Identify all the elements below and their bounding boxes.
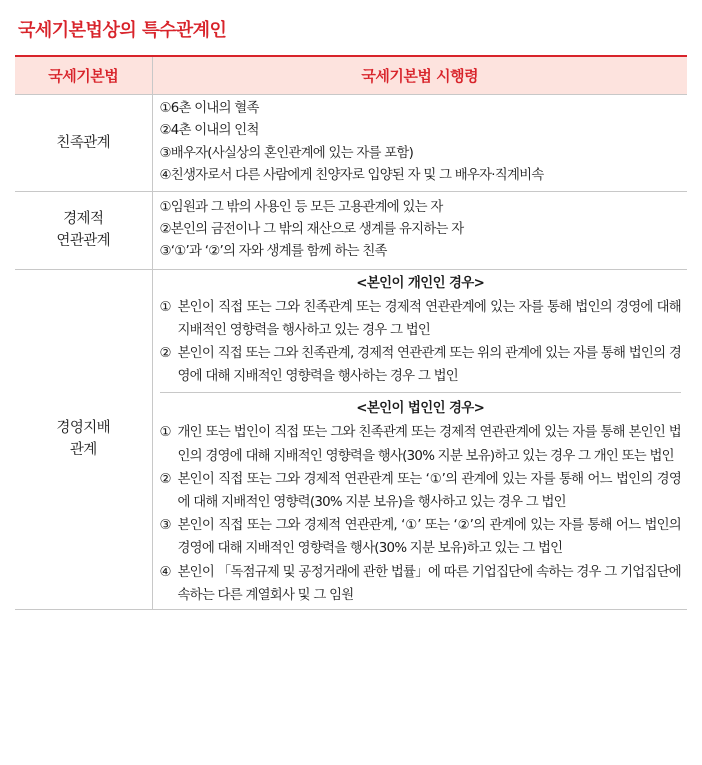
economic-items <box>152 191 687 269</box>
list-item <box>160 296 682 342</box>
item-number: ② <box>159 471 171 487</box>
list-item: ④친생자로서 다른 사람에게 친양자로 입양된 자 및 그 배우자·직계비속 <box>159 168 544 184</box>
list-item: ②본인의 금전이나 그 밖의 재산으로 생계를 유지하는 자 <box>159 221 464 237</box>
category-label-line1: 경영지배 <box>56 420 111 437</box>
header-enforcement-decree: 국세기본법 시행령 <box>152 56 687 95</box>
list-item <box>160 421 682 467</box>
category-label-line1: 경제적 <box>63 211 104 228</box>
table-row-kinship <box>15 95 687 192</box>
item-text: 본인이 직접 또는 그와 친족관계 또는 경제적 연관관계에 있는 자를 통해 법인의 경영에 대해 지배적인 영향력을 행사하고 있는 경우 그 법인 <box>177 299 681 338</box>
list-item <box>160 561 682 607</box>
item-text: 본인이 직접 또는 그와 경제적 연관관계, ‘①’ 또는 ‘②’의 관계에 있는 자를 통해 어느 법인의 경영에 대해 지배적인 영향력을 행사(30% 지분 보유)하고 있는 그 법인 <box>177 518 681 557</box>
list-item <box>160 468 682 514</box>
section-individual <box>160 272 682 394</box>
category-label: 친족관계 <box>56 134 111 151</box>
header-basic-act: 국세기본법 <box>15 56 152 95</box>
table-row-economic <box>15 191 687 269</box>
category-economic <box>15 191 152 269</box>
list-item: ③‘①’과 ‘②’의 자와 생계를 함께 하는 친족 <box>159 244 387 260</box>
item-text: 본인이 직접 또는 그와 경제적 연관관계 또는 ‘①’의 관계에 있는 자를 통해 어느 법인의 경영에 대해 지배적인 영향력(30% 지분 보유)을 행사하고 있는 경우 그 법인 <box>177 471 681 511</box>
list-item: ①임원과 그 밖의 사용인 등 모든 고용관계에 있는 자 <box>159 199 443 215</box>
category-kinship <box>15 95 152 192</box>
item-text: 개인 또는 법인이 직접 또는 그와 친족관계 또는 경제적 연관관계에 있는 자를 통해 본인인 법인의 경영에 대해 지배적인 영향력을 행사(30% 지분 보유)하고 있는 경우 그 개인 또는 법인 <box>177 425 681 464</box>
table-row-management-control <box>15 269 687 609</box>
category-label-line2: 관계 <box>69 442 97 459</box>
category-label-line2: 연관관계 <box>56 233 111 250</box>
item-text: 본인이 직접 또는 그와 친족관계, 경제적 연관관계 또는 위의 관계에 있는 자를 통해 법인의 경영에 대해 지배적인 영향력을 행사하는 경우 그 법인 <box>177 346 681 385</box>
section-heading: <본인이 법인인 경우> <box>356 401 485 417</box>
management-control-items <box>152 269 687 609</box>
section-heading: <본인이 개인인 경우> <box>356 275 485 291</box>
list-item: ①6촌 이내의 혈족 <box>159 101 259 116</box>
list-item <box>160 514 682 560</box>
special-relations-table <box>15 55 687 610</box>
table-header-row <box>15 56 687 95</box>
section-corporation <box>160 397 682 607</box>
category-management-control <box>15 269 152 609</box>
kinship-items <box>152 95 687 192</box>
item-number: ① <box>159 299 171 315</box>
item-number: ① <box>159 425 171 441</box>
item-number: ② <box>159 346 171 362</box>
list-item: ③배우자(사실상의 혼인관계에 있는 자를 포함) <box>159 145 414 161</box>
page-title: 국세기본법상의 특수관계인 <box>18 20 227 41</box>
item-number: ③ <box>159 518 171 534</box>
item-text: 본인이 「독점규제 및 공정거래에 관한 법률」에 따른 기업집단에 속하는 경우 그 기업집단에 속하는 다른 계열회사 및 그 임원 <box>177 564 681 603</box>
list-item <box>160 342 682 388</box>
list-item: ②4촌 이내의 인척 <box>159 123 259 139</box>
item-number: ④ <box>159 564 171 580</box>
